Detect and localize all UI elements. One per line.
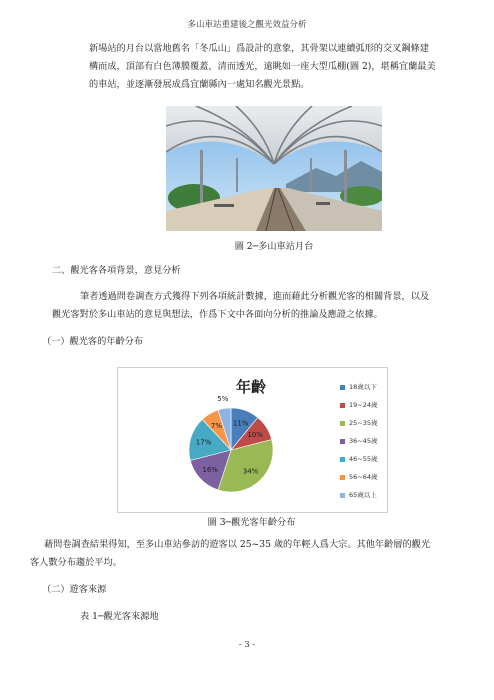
station-platform-photo bbox=[166, 106, 382, 231]
legend-swatch-5 bbox=[340, 475, 345, 480]
intro-paragraph bbox=[89, 40, 469, 94]
legend-swatch-1 bbox=[340, 403, 345, 408]
analysis-paragraph bbox=[30, 536, 470, 572]
legend-label-1: 19~24歲 bbox=[349, 401, 378, 409]
legend-item-4 bbox=[340, 454, 378, 463]
legend-label-6: 65歲以上 bbox=[349, 491, 377, 499]
analysis-line-2: 客人數分布趨於平均。 bbox=[30, 557, 122, 568]
legend-swatch-4 bbox=[340, 457, 345, 462]
section-paragraph bbox=[52, 288, 472, 324]
pie-label-1: 10% bbox=[247, 431, 263, 440]
pie-label-4: 17% bbox=[195, 438, 212, 447]
pie-label-6: 5% bbox=[217, 395, 229, 404]
legend-swatch-6 bbox=[340, 493, 345, 498]
analysis-line-1: 藉問卷調查結果得知，至多山車站參訪的遊客以 25~35 歲的年輕人爲大宗。其他年齡層的觀光 bbox=[44, 539, 431, 550]
legend-swatch-0 bbox=[340, 385, 345, 390]
figure-3-caption: 圖 3─觀光客年齡分布 bbox=[207, 517, 296, 528]
page-number: - 3 - bbox=[238, 640, 256, 650]
section-paragraph-line-1: 筆者透過問卷調查方式獲得下列各項統計數據，進而藉此分析觀光客的相關背景，以及 bbox=[80, 291, 430, 302]
legend-item-6 bbox=[340, 490, 377, 499]
legend-item-1 bbox=[340, 400, 378, 409]
legend-swatch-2 bbox=[340, 421, 345, 426]
legend-label-0: 18歲以下 bbox=[349, 383, 377, 391]
intro-line-2: 構而成，頂部有白色薄膜覆蓋，清而透光，遠眺如一座大型瓜棚(圖 2)，堪稱宜蘭最美 bbox=[89, 61, 436, 72]
pie-label-5: 7% bbox=[210, 421, 223, 430]
legend-item-5 bbox=[340, 472, 378, 481]
table-1-caption: 表 1─觀光客來源地 bbox=[80, 611, 159, 622]
legend-item-2 bbox=[340, 418, 378, 427]
legend-swatch-3 bbox=[340, 439, 345, 444]
intro-line-3: 的車站，並逐漸發展成爲宜蘭縣內一處知名觀光景點。 bbox=[89, 79, 310, 90]
legend-label-3: 36~45歲 bbox=[349, 437, 378, 445]
legend-item-0 bbox=[340, 382, 377, 391]
intro-line-1: 新場站的月台以當地舊名「冬瓜山」爲設計的意象，其骨架以連續弧形的交叉鋼條建 bbox=[89, 43, 429, 54]
age-pie-chart bbox=[117, 367, 388, 513]
legend-label-5: 56~64歲 bbox=[349, 473, 378, 481]
section-heading: 二、觀光客各項背景，意見分析 bbox=[52, 265, 181, 276]
legend-label-2: 25~35歲 bbox=[349, 419, 378, 427]
pie-label-0: 11% bbox=[232, 419, 249, 428]
figure-2-caption: 圖 2─多山車站月台 bbox=[234, 241, 314, 252]
pie-label-2: 34% bbox=[242, 467, 259, 476]
legend-label-4: 46~55歲 bbox=[349, 455, 378, 463]
running-header: 多山車站重建後之觀光效益分析 bbox=[187, 20, 307, 30]
subsection-heading-source: （二）遊客來源 bbox=[42, 584, 107, 595]
pie-label-3: 16% bbox=[202, 466, 218, 475]
section-paragraph-line-2: 觀光客對於多山車站的意見與想法，作爲下文中各面向分析的推論及應證之依據。 bbox=[52, 309, 383, 320]
legend-item-3 bbox=[340, 436, 378, 445]
chart-title: 年齡 bbox=[236, 378, 267, 396]
subsection-heading-age: （一）觀光客的年齡分布 bbox=[42, 336, 144, 347]
